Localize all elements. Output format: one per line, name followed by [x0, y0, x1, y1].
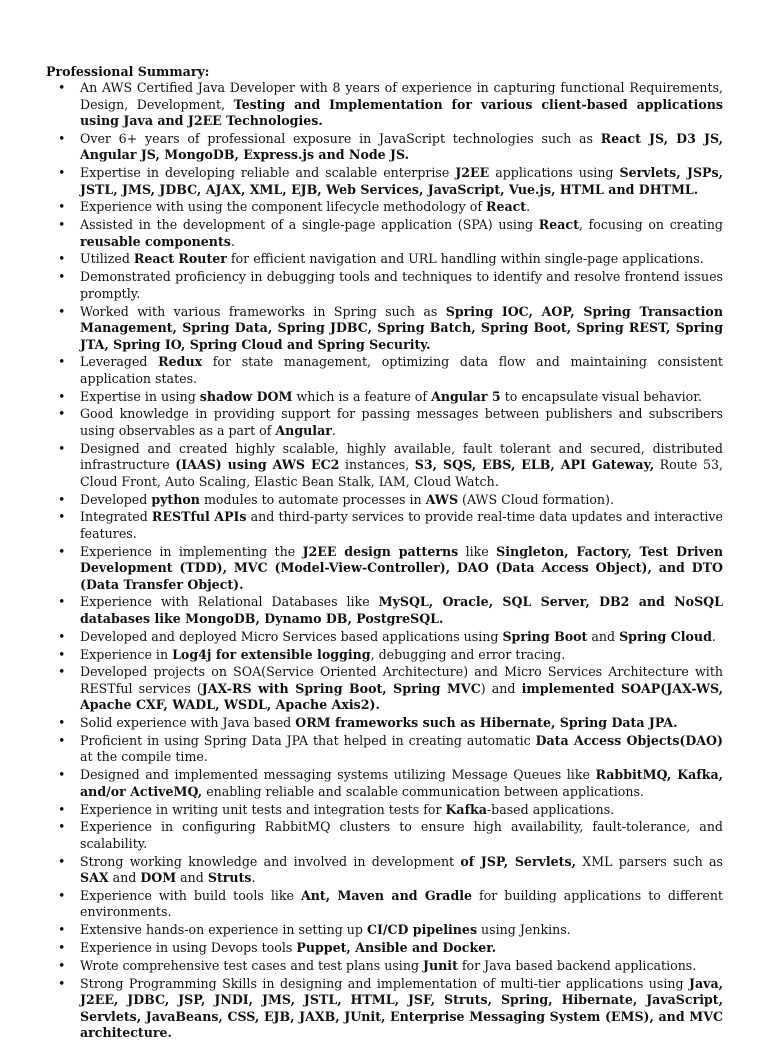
item-text: using Jenkins. — [477, 922, 571, 938]
item-text: for building applications to different environments. — [80, 887, 723, 920]
summary-item — [58, 594, 723, 627]
item-text: for state management, optimizing data flow and maintaining consistent application states. — [80, 354, 723, 386]
item-text: Experience in — [80, 646, 173, 662]
section-heading: Professional Summary: — [46, 64, 210, 79]
item-text: Leveraged — [80, 354, 159, 370]
summary-item — [58, 922, 723, 939]
item-text: to encapsulate visual behavior. — [500, 388, 702, 404]
bold-text: of JSP, Servlets, — [460, 853, 576, 869]
item-text: Utilized — [80, 251, 134, 267]
summary-item — [58, 629, 723, 646]
summary-item — [58, 304, 723, 354]
summary-item — [58, 217, 723, 250]
bold-text: shadow DOM — [199, 388, 293, 404]
item-text: Experience in configuring RabbitMQ clusters to ensure high availability, fault-tolerance, and scalability. — [80, 819, 723, 851]
item-text: enabling reliable and scalable communication between applications. — [202, 783, 644, 799]
item-text: Experience with using the component lifecycle methodology of — [80, 199, 486, 215]
bold-text: implemented SOAP(JAX-WS, Apache CXF, WADL, WSDL, Apache Axis2). — [80, 680, 723, 713]
item-text: Designed and created highly scalable, highly available, fault tolerant and secured, distributed infrastructure — [80, 440, 723, 473]
bullet-icon: • — [58, 440, 66, 456]
summary-item — [58, 664, 723, 714]
item-text: , focusing on creating — [578, 217, 723, 233]
item-text: Expertise in using — [80, 388, 200, 404]
bullet-icon: • — [58, 594, 66, 610]
bullet-icon: • — [58, 664, 66, 680]
item-text: Route 53, Cloud Front, Auto Scaling, Elastic Bean Stalk, IAM, Cloud Watch. — [80, 457, 723, 489]
bullet-icon: • — [58, 767, 66, 783]
bold-text: React JS, D3 JS, Angular JS, MongoDB, Express.js and Node JS. — [80, 130, 723, 163]
bold-text: React Router — [133, 251, 227, 267]
bold-text: SAX — [80, 870, 109, 886]
bullet-icon: • — [58, 165, 66, 181]
bullet-icon: • — [58, 130, 66, 146]
item-text: Integrated — [80, 509, 152, 525]
item-text: , debugging and error tracing. — [370, 646, 566, 662]
summary-item — [58, 80, 723, 130]
summary-item — [58, 976, 723, 1042]
item-text: . — [251, 870, 256, 886]
item-text: and third-party services to provide real-time data updates and interactive features. — [80, 509, 723, 541]
item-text: Assisted in the development of a single-page application (SPA) using — [80, 217, 539, 233]
item-text: for Java based backend applications. — [457, 957, 697, 973]
bold-text: Singleton, Factory, Test Driven Development (TDD), MVC (Model-View-Controller), DAO (Data Access Object), and DTO (Data Transfer Object). — [80, 543, 724, 592]
bullet-icon: • — [58, 509, 66, 525]
item-text: ) and — [480, 680, 522, 696]
item-text: and — [587, 628, 620, 644]
bold-text: Angular — [275, 422, 332, 438]
bullet-icon: • — [58, 801, 66, 817]
summary-item — [58, 854, 723, 887]
summary-item — [58, 509, 723, 542]
item-text: -based applications. — [486, 801, 615, 817]
item-text: Demonstrated proficiency in debugging tools and techniques to identify and resolve frontend issues promptly. — [80, 269, 723, 301]
item-text: for efficient navigation and URL handling within single-page applications. — [226, 251, 704, 267]
item-text: Strong Programming Skills in designing and implementation of multi-tier applications using — [80, 975, 690, 991]
item-text: instances, — [339, 457, 415, 473]
bold-text: Spring Boot — [502, 628, 588, 644]
item-text: Experience in writing unit tests and integration tests for — [80, 801, 446, 817]
item-text: which is a feature of — [292, 388, 432, 404]
item-text: Strong working knowledge and involved in development — [80, 853, 461, 869]
bold-text: Data Access Objects(DAO) — [535, 732, 723, 748]
item-text: Extensive hands-on experience in setting up — [80, 922, 367, 938]
summary-item — [58, 819, 723, 852]
bold-text: Struts — [207, 870, 252, 886]
item-text: Experience with Relational Databases like — [80, 594, 379, 610]
item-text: Experience with build tools like — [80, 887, 301, 903]
item-text: like — [458, 543, 497, 559]
summary-item — [58, 888, 723, 921]
bold-text: Ant, Maven and Gradle — [300, 887, 473, 903]
bold-text: Puppet, Ansible and Docker. — [296, 940, 497, 956]
summary-item — [58, 354, 723, 387]
summary-item — [58, 165, 723, 198]
item-text: An AWS Certified Java Developer with 8 years of experience in capturing functional Requirements, Design, Development, — [80, 80, 723, 112]
summary-item — [58, 199, 723, 216]
bold-text: Angular 5 — [431, 388, 501, 404]
bold-text: python — [151, 491, 200, 507]
item-text: Experience in implementing the — [80, 543, 303, 559]
bullet-icon: • — [58, 940, 66, 956]
summary-item — [58, 767, 723, 800]
bold-text: MySQL, Oracle, SQL Server, DB2 and NoSQL databases like MongoDB, Dynamo DB, PostgreSQL. — [80, 594, 723, 626]
bullet-icon: • — [58, 303, 66, 319]
item-text: Developed and deployed Micro Services based applications using — [80, 628, 503, 644]
summary-item — [58, 492, 723, 509]
summary-item — [58, 715, 723, 732]
item-text: Good knowledge in providing support for passing messages between publishers and subscribers using observables as a part of — [80, 406, 723, 438]
summary-item — [58, 647, 723, 664]
item-text: Proficient in using Spring Data JPA that helped in creating automatic — [80, 732, 536, 748]
bullet-icon: • — [58, 732, 66, 748]
bold-text: Testing and Implementation for various client-based applications using Java and J2EE Technologies. — [80, 96, 723, 128]
bold-text: RabbitMQ, Kafka, and/or ActiveMQ, — [80, 767, 723, 799]
summary-item — [58, 940, 723, 957]
bold-text: Junit — [423, 957, 458, 973]
bullet-icon: • — [58, 491, 66, 507]
bullet-icon: • — [58, 199, 66, 215]
item-text: applications using — [489, 165, 620, 181]
summary-item — [58, 441, 723, 491]
bullet-icon: • — [58, 217, 66, 233]
item-text: Worked with various frameworks in Spring such as — [80, 303, 446, 319]
bold-text: Redux — [158, 354, 203, 370]
summary-item — [58, 269, 723, 302]
bullet-icon: • — [58, 354, 66, 370]
item-text: . — [331, 422, 336, 438]
bold-text: RESTful APIs — [151, 509, 247, 525]
item-text: . — [526, 199, 531, 215]
summary-item — [58, 802, 723, 819]
item-text: Developed — [80, 491, 152, 507]
bold-text: React — [538, 217, 579, 233]
bullet-icon: • — [58, 646, 66, 662]
item-text: . — [230, 233, 235, 249]
bullet-icon: • — [58, 269, 66, 285]
item-text: Designed and implemented messaging systems utilizing Message Queues like — [80, 767, 596, 783]
bullet-icon: • — [58, 853, 66, 869]
bold-text: S3, SQS, EBS, ELB, API Gateway, — [414, 457, 655, 473]
summary-list — [58, 80, 723, 1043]
bullet-icon: • — [58, 975, 66, 991]
bold-text: ORM frameworks such as Hibernate, Spring Data JPA. — [295, 715, 678, 731]
bold-text: (IAAS) using AWS EC2 — [175, 457, 340, 473]
bullet-icon: • — [58, 628, 66, 644]
item-text: Solid experience with Java based — [80, 715, 296, 731]
item-text: Developed projects on SOA(Service Oriented Architecture) and Micro Services Architecture with RESTful services ( — [80, 664, 723, 696]
summary-item — [58, 733, 723, 766]
item-text: Experience in using Devops tools — [80, 940, 297, 956]
item-text: Wrote comprehensive test cases and test plans using — [80, 957, 424, 973]
bullet-icon: • — [58, 922, 66, 938]
item-text: XML parsers such as — [575, 853, 723, 869]
bold-text: J2EE — [455, 165, 490, 181]
summary-item — [58, 406, 723, 439]
bullet-icon: • — [58, 406, 66, 422]
item-text: modules to automate processes in — [199, 491, 426, 507]
bold-text: AWS — [425, 491, 459, 507]
bold-text: reusable components — [80, 233, 231, 249]
bullet-icon: • — [58, 819, 66, 835]
item-text: Expertise in developing reliable and scalable enterprise — [80, 165, 456, 181]
bullet-icon: • — [58, 887, 66, 903]
bullet-icon: • — [58, 957, 66, 973]
summary-item — [58, 389, 723, 406]
summary-item — [58, 131, 723, 164]
bold-text: Spring Cloud — [619, 628, 712, 644]
bold-text: JAX-RS with Spring Boot, Spring MVC — [201, 680, 481, 696]
bullet-icon: • — [58, 388, 66, 404]
item-text: Over 6+ years of professional exposure in JavaScript technologies such as — [80, 130, 601, 146]
bold-text: Servlets, JSPs, JSTL, JMS, JDBC, AJAX, XML, EJB, Web Services, JavaScript, Vue.js, HTML and DHTML. — [80, 165, 723, 197]
bullet-icon: • — [58, 543, 66, 559]
summary-item — [58, 958, 723, 975]
item-text: at the compile time. — [80, 749, 208, 765]
bullet-icon: • — [58, 80, 66, 95]
bold-text: CI/CD pipelines — [366, 922, 478, 938]
summary-item — [58, 544, 723, 594]
item-text: (AWS Cloud formation). — [458, 491, 614, 507]
bold-text: J2EE design patterns — [302, 543, 459, 559]
bold-text: React — [485, 199, 527, 215]
bold-text: Spring IOC, AOP, Spring Transaction Management, Spring Data, Spring JDBC, Spring Batch, Spring Boot, Spring REST, Spring JTA, Spring IO, Spring Cloud and Spring Security. — [80, 303, 723, 352]
item-text: and — [176, 870, 208, 886]
summary-item — [58, 251, 723, 268]
bold-text: Kafka — [445, 801, 487, 817]
bullet-icon: • — [58, 715, 66, 731]
bold-text: DOM — [140, 870, 177, 886]
bold-text: Java, J2EE, JDBC, JSP, JNDI, JMS, JSTL, HTML, JSF, Struts, Spring, Hibernate, JavaScript, Servlets, JavaBeans, CSS, EJB, JAXB, JUnit, Enterprise Messaging System (EMS), and MVC architecture. — [80, 975, 723, 1041]
bullet-icon: • — [58, 251, 66, 267]
item-text: . — [711, 628, 716, 644]
item-text: and — [108, 870, 141, 886]
bold-text: Log4j for extensible logging — [172, 646, 371, 662]
